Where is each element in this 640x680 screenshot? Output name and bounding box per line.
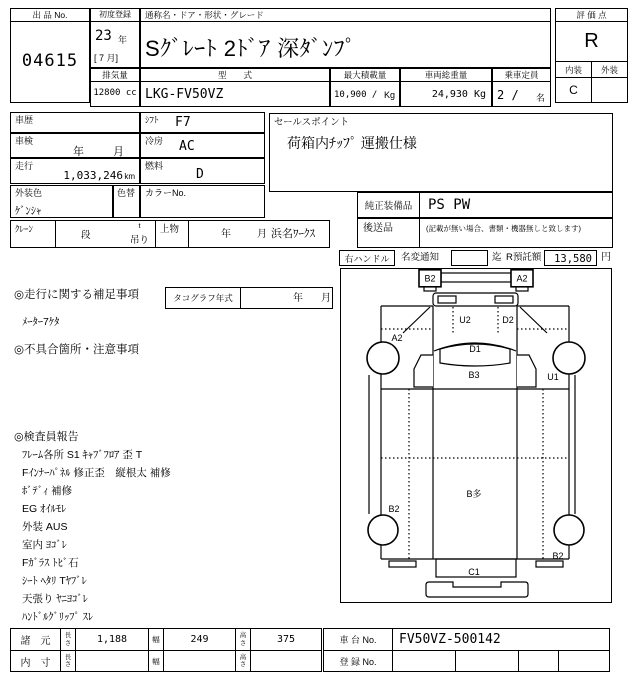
inner-length-value bbox=[76, 651, 149, 671]
later-items-row bbox=[357, 218, 613, 248]
step-box-right bbox=[517, 355, 536, 387]
capacity-label: 乗車定員 bbox=[493, 69, 550, 82]
auction-no-label: 出 品 No. bbox=[11, 9, 89, 22]
uwamono-month: 月 bbox=[257, 229, 267, 240]
length-value: 1,188 bbox=[76, 629, 149, 651]
dimensions-row2-label: 内 寸 bbox=[11, 651, 61, 671]
vehicle-diagram bbox=[341, 269, 610, 601]
displacement-label: 排気量 bbox=[91, 69, 139, 82]
inner-width-value bbox=[164, 651, 236, 671]
mileage-box bbox=[10, 158, 140, 184]
mud-flap-right bbox=[536, 561, 563, 567]
inspector-line: EG ｵｲﾙﾓﾚ bbox=[22, 503, 67, 515]
color-change-label: 色替 bbox=[117, 188, 136, 198]
mileage-value: 1,033,246 bbox=[63, 169, 123, 182]
width-label: 幅 bbox=[149, 629, 164, 651]
mileage-label: 走行 bbox=[15, 161, 34, 171]
width-value: 249 bbox=[164, 629, 236, 651]
registration-cell-4 bbox=[559, 651, 609, 671]
color-no-label: カラーNo. bbox=[145, 188, 187, 198]
gross-weight-label: 車両総重量 bbox=[401, 69, 491, 82]
uwamono-year: 年 bbox=[221, 229, 231, 240]
inspector-line: Fｲﾝﾅｰﾊﾟﾈﾙ 修正歪 縦根太 補修 bbox=[22, 467, 171, 479]
tachograph-label: タコグラフ年式 bbox=[166, 288, 241, 308]
inspector-line: 室内 ﾖｺﾞﾚ bbox=[22, 539, 67, 551]
crane-spec-cell bbox=[56, 221, 156, 247]
aircon-value: AC bbox=[179, 139, 195, 154]
registration-cell-2 bbox=[456, 651, 519, 671]
damage-code-rear-left: B2 bbox=[388, 504, 400, 514]
made-label: 迄 bbox=[492, 252, 502, 263]
damage-code-u1: U1 bbox=[547, 372, 559, 382]
gross-weight-value: 24,930 Kg bbox=[431, 89, 486, 100]
chassis-no-cell bbox=[393, 629, 609, 651]
later-items-label: 後送品 bbox=[363, 223, 393, 234]
oem-equipment-label: 純正装備品 bbox=[358, 193, 420, 217]
fuel-value: D bbox=[196, 167, 204, 182]
fuel-label: 燃料 bbox=[145, 161, 164, 171]
exterior-grade bbox=[592, 78, 627, 102]
displacement-value: 12800 cc bbox=[93, 88, 137, 98]
uwamono-label: 上物 bbox=[160, 224, 180, 235]
dimensions-row1-label: 諸 元 bbox=[11, 629, 61, 651]
inspection-label: 車検 bbox=[15, 136, 34, 146]
ext-color-label: 外装色 bbox=[15, 188, 43, 198]
length-label-text: 長さ bbox=[64, 632, 72, 647]
chassis-table bbox=[323, 628, 610, 672]
crane-dan-label: 段 bbox=[81, 230, 91, 241]
rating-box bbox=[555, 8, 628, 103]
displacement-box bbox=[90, 68, 140, 107]
color-change-box bbox=[113, 185, 140, 218]
uwamono-maker: 浜名ﾜｰｸｽ bbox=[271, 228, 315, 240]
first-reg-year-unit: 年 bbox=[118, 35, 128, 45]
oem-equipment-value: PS PW bbox=[428, 197, 471, 213]
inner-width-label: 幅 bbox=[149, 651, 164, 671]
deposit-label: R預託額 bbox=[506, 252, 542, 263]
registration-no-label: 登 録 No. bbox=[324, 651, 393, 671]
later-items-note: (記載が無い場合、書類・機器無しと致します) bbox=[426, 224, 581, 233]
inner-length-label bbox=[61, 651, 76, 671]
model-name-box bbox=[140, 8, 551, 68]
height-label bbox=[236, 629, 251, 651]
yen-label: 円 bbox=[601, 252, 611, 263]
inspector-line: ｼｰﾄ ﾍﾀﾘ Tﾔﾌﾞﾚ bbox=[22, 575, 87, 587]
gross-weight-box bbox=[400, 68, 492, 107]
inspector-line: ﾊﾝﾄﾞﾙｸﾞﾘｯﾌﾟ ｽﾚ bbox=[22, 611, 94, 623]
inner-height-label bbox=[236, 651, 251, 671]
inner-length-label-text: 長さ bbox=[64, 653, 72, 668]
first-reg-label: 初度登録 bbox=[91, 9, 139, 22]
model-code-box bbox=[140, 68, 330, 107]
step-box-left bbox=[414, 355, 433, 387]
model-code-value: LKG-FV50VZ bbox=[145, 87, 224, 102]
defects-title: ◎不具合箇所・注意事項 bbox=[14, 344, 140, 356]
dimensions-table bbox=[10, 628, 322, 672]
mud-flap-left bbox=[389, 561, 416, 567]
uwamono-value-cell bbox=[189, 221, 329, 247]
wheel-rear-left bbox=[368, 515, 398, 545]
auction-no-box bbox=[10, 8, 90, 103]
crane-cell bbox=[11, 221, 56, 247]
name-change-value-box bbox=[451, 250, 488, 266]
chassis-no-label: 車 台 No. bbox=[324, 629, 393, 651]
interior-label: 内装 bbox=[556, 62, 592, 78]
tachograph-year: 年 bbox=[293, 293, 303, 304]
max-load-unit: Kg bbox=[383, 90, 395, 100]
damage-code-rear-right: B2 bbox=[552, 551, 564, 561]
mileage-note-title: ◎走行に関する補足事項 bbox=[14, 289, 140, 301]
model-name-value: Sｸﾞﾚｰﾄ 2ﾄﾞｱ 深ﾀﾞﾝﾌﾟ bbox=[145, 36, 357, 61]
inspector-title: ◎検査員報告 bbox=[14, 431, 79, 443]
auction-no-value: 04615 bbox=[21, 51, 79, 71]
crane-tsuri-label bbox=[130, 223, 149, 248]
registration-cell-3 bbox=[519, 651, 559, 671]
first-reg-year: 23 bbox=[95, 28, 112, 44]
later-items-cell bbox=[358, 219, 420, 247]
inspection-box bbox=[10, 133, 140, 158]
inspection-year: 年 bbox=[73, 146, 84, 158]
vehicle-diagram-box bbox=[340, 268, 612, 603]
shift-value: F7 bbox=[175, 115, 191, 130]
capacity-value: 2 / bbox=[497, 88, 519, 102]
inspector-line: 天張り ﾔﾆﾖｺﾞﾚ bbox=[22, 593, 88, 605]
tachograph-month: 月 bbox=[321, 293, 331, 304]
interior-grade: C bbox=[556, 78, 592, 102]
history-label: 車歴 bbox=[15, 115, 34, 125]
wheel-rear-right bbox=[554, 515, 584, 545]
ext-color-box bbox=[10, 185, 113, 218]
chassis-no-value: FV50VZ-500142 bbox=[399, 632, 501, 647]
capacity-box bbox=[492, 68, 551, 107]
exterior-label: 外装 bbox=[592, 62, 627, 78]
height-label-text: 高さ bbox=[239, 632, 247, 647]
cab-front-vent-right bbox=[495, 296, 513, 303]
fuel-box bbox=[140, 158, 265, 184]
inspector-line: Fｶﾞﾗｽ ﾄﾋﾞ石 bbox=[22, 557, 79, 569]
damage-code-fender-a2: A2 bbox=[391, 333, 403, 343]
sales-point-box bbox=[269, 113, 613, 192]
damage-code-d1: D1 bbox=[469, 344, 481, 354]
mileage-unit: km bbox=[124, 172, 135, 181]
ext-color-value: ｹﾞﾝｼｬ bbox=[15, 205, 42, 217]
tachograph-box bbox=[165, 287, 333, 309]
inspector-line: 外装 AUS bbox=[22, 521, 68, 533]
shift-label: ｼﾌﾄ bbox=[145, 115, 159, 125]
crane-row bbox=[10, 220, 330, 248]
length-label bbox=[61, 629, 76, 651]
registration-cell-1 bbox=[393, 651, 456, 671]
history-box bbox=[10, 112, 140, 133]
crane-tsuri-text: 吊り bbox=[129, 235, 149, 246]
damage-code-bed: B多 bbox=[466, 489, 482, 499]
wheel-front-right bbox=[553, 342, 585, 374]
handle-label: 右ハンドル bbox=[344, 253, 390, 264]
damage-code-c1: C1 bbox=[468, 567, 480, 577]
damage-code-d2: D2 bbox=[502, 315, 514, 325]
model-name-label: 通称名・ドア・形状・グレード bbox=[141, 9, 550, 22]
max-load-value: 10,900 / bbox=[334, 90, 378, 100]
shift-box bbox=[140, 112, 265, 133]
damage-code-b3: B3 bbox=[468, 370, 480, 380]
aircon-label: 冷房 bbox=[145, 136, 164, 146]
handle-box bbox=[339, 250, 395, 266]
rear-bumper bbox=[426, 582, 528, 597]
crane-t-label: t bbox=[138, 223, 141, 230]
rating-value: R bbox=[556, 22, 627, 62]
crane-label: ｸﾚｰﾝ bbox=[15, 224, 34, 234]
model-code-label: 型 式 bbox=[141, 69, 329, 82]
height-value: 375 bbox=[251, 629, 321, 651]
max-load-label: 最大積載量 bbox=[331, 69, 399, 82]
damage-code-u2: U2 bbox=[459, 315, 471, 325]
first-reg-box bbox=[90, 8, 140, 68]
damage-code-front-left: B2 bbox=[424, 273, 436, 284]
oem-equipment-row bbox=[357, 192, 613, 218]
cab-front-vent-left bbox=[438, 296, 456, 303]
cab-front-panel bbox=[433, 293, 518, 306]
capacity-unit: 名 bbox=[535, 93, 545, 103]
name-change-label: 名変通知 bbox=[401, 252, 440, 263]
max-load-box bbox=[330, 68, 400, 107]
inspector-line: ﾎﾞﾃﾞｨ 補修 bbox=[22, 485, 73, 497]
rating-label: 評 価 点 bbox=[556, 9, 627, 22]
damage-code-front-right: A2 bbox=[516, 273, 528, 284]
deposit-value: 13,580 bbox=[554, 253, 592, 265]
meter-digits-note: ﾒｰﾀｰ7ｹﾀ bbox=[22, 316, 60, 328]
sales-point-label: セールスポイント bbox=[274, 117, 350, 128]
uwamono-cell bbox=[156, 221, 189, 247]
inspection-month: 月 bbox=[113, 146, 124, 158]
wheel-front-left bbox=[367, 342, 399, 374]
color-no-box bbox=[140, 185, 265, 218]
sales-point-value: 荷箱内ﾁｯﾌﾟ 運搬仕様 bbox=[287, 135, 417, 151]
inner-height-label-text: 高さ bbox=[239, 653, 247, 668]
aircon-box bbox=[140, 133, 265, 158]
inspector-line: ﾌﾚｰﾑ各所 S1 ｷｬﾌﾞﾌﾛｱ 歪 T bbox=[22, 449, 143, 461]
first-reg-month: [ 7 月] bbox=[94, 53, 119, 63]
deposit-value-box bbox=[544, 250, 597, 266]
front-bumper bbox=[441, 273, 511, 282]
